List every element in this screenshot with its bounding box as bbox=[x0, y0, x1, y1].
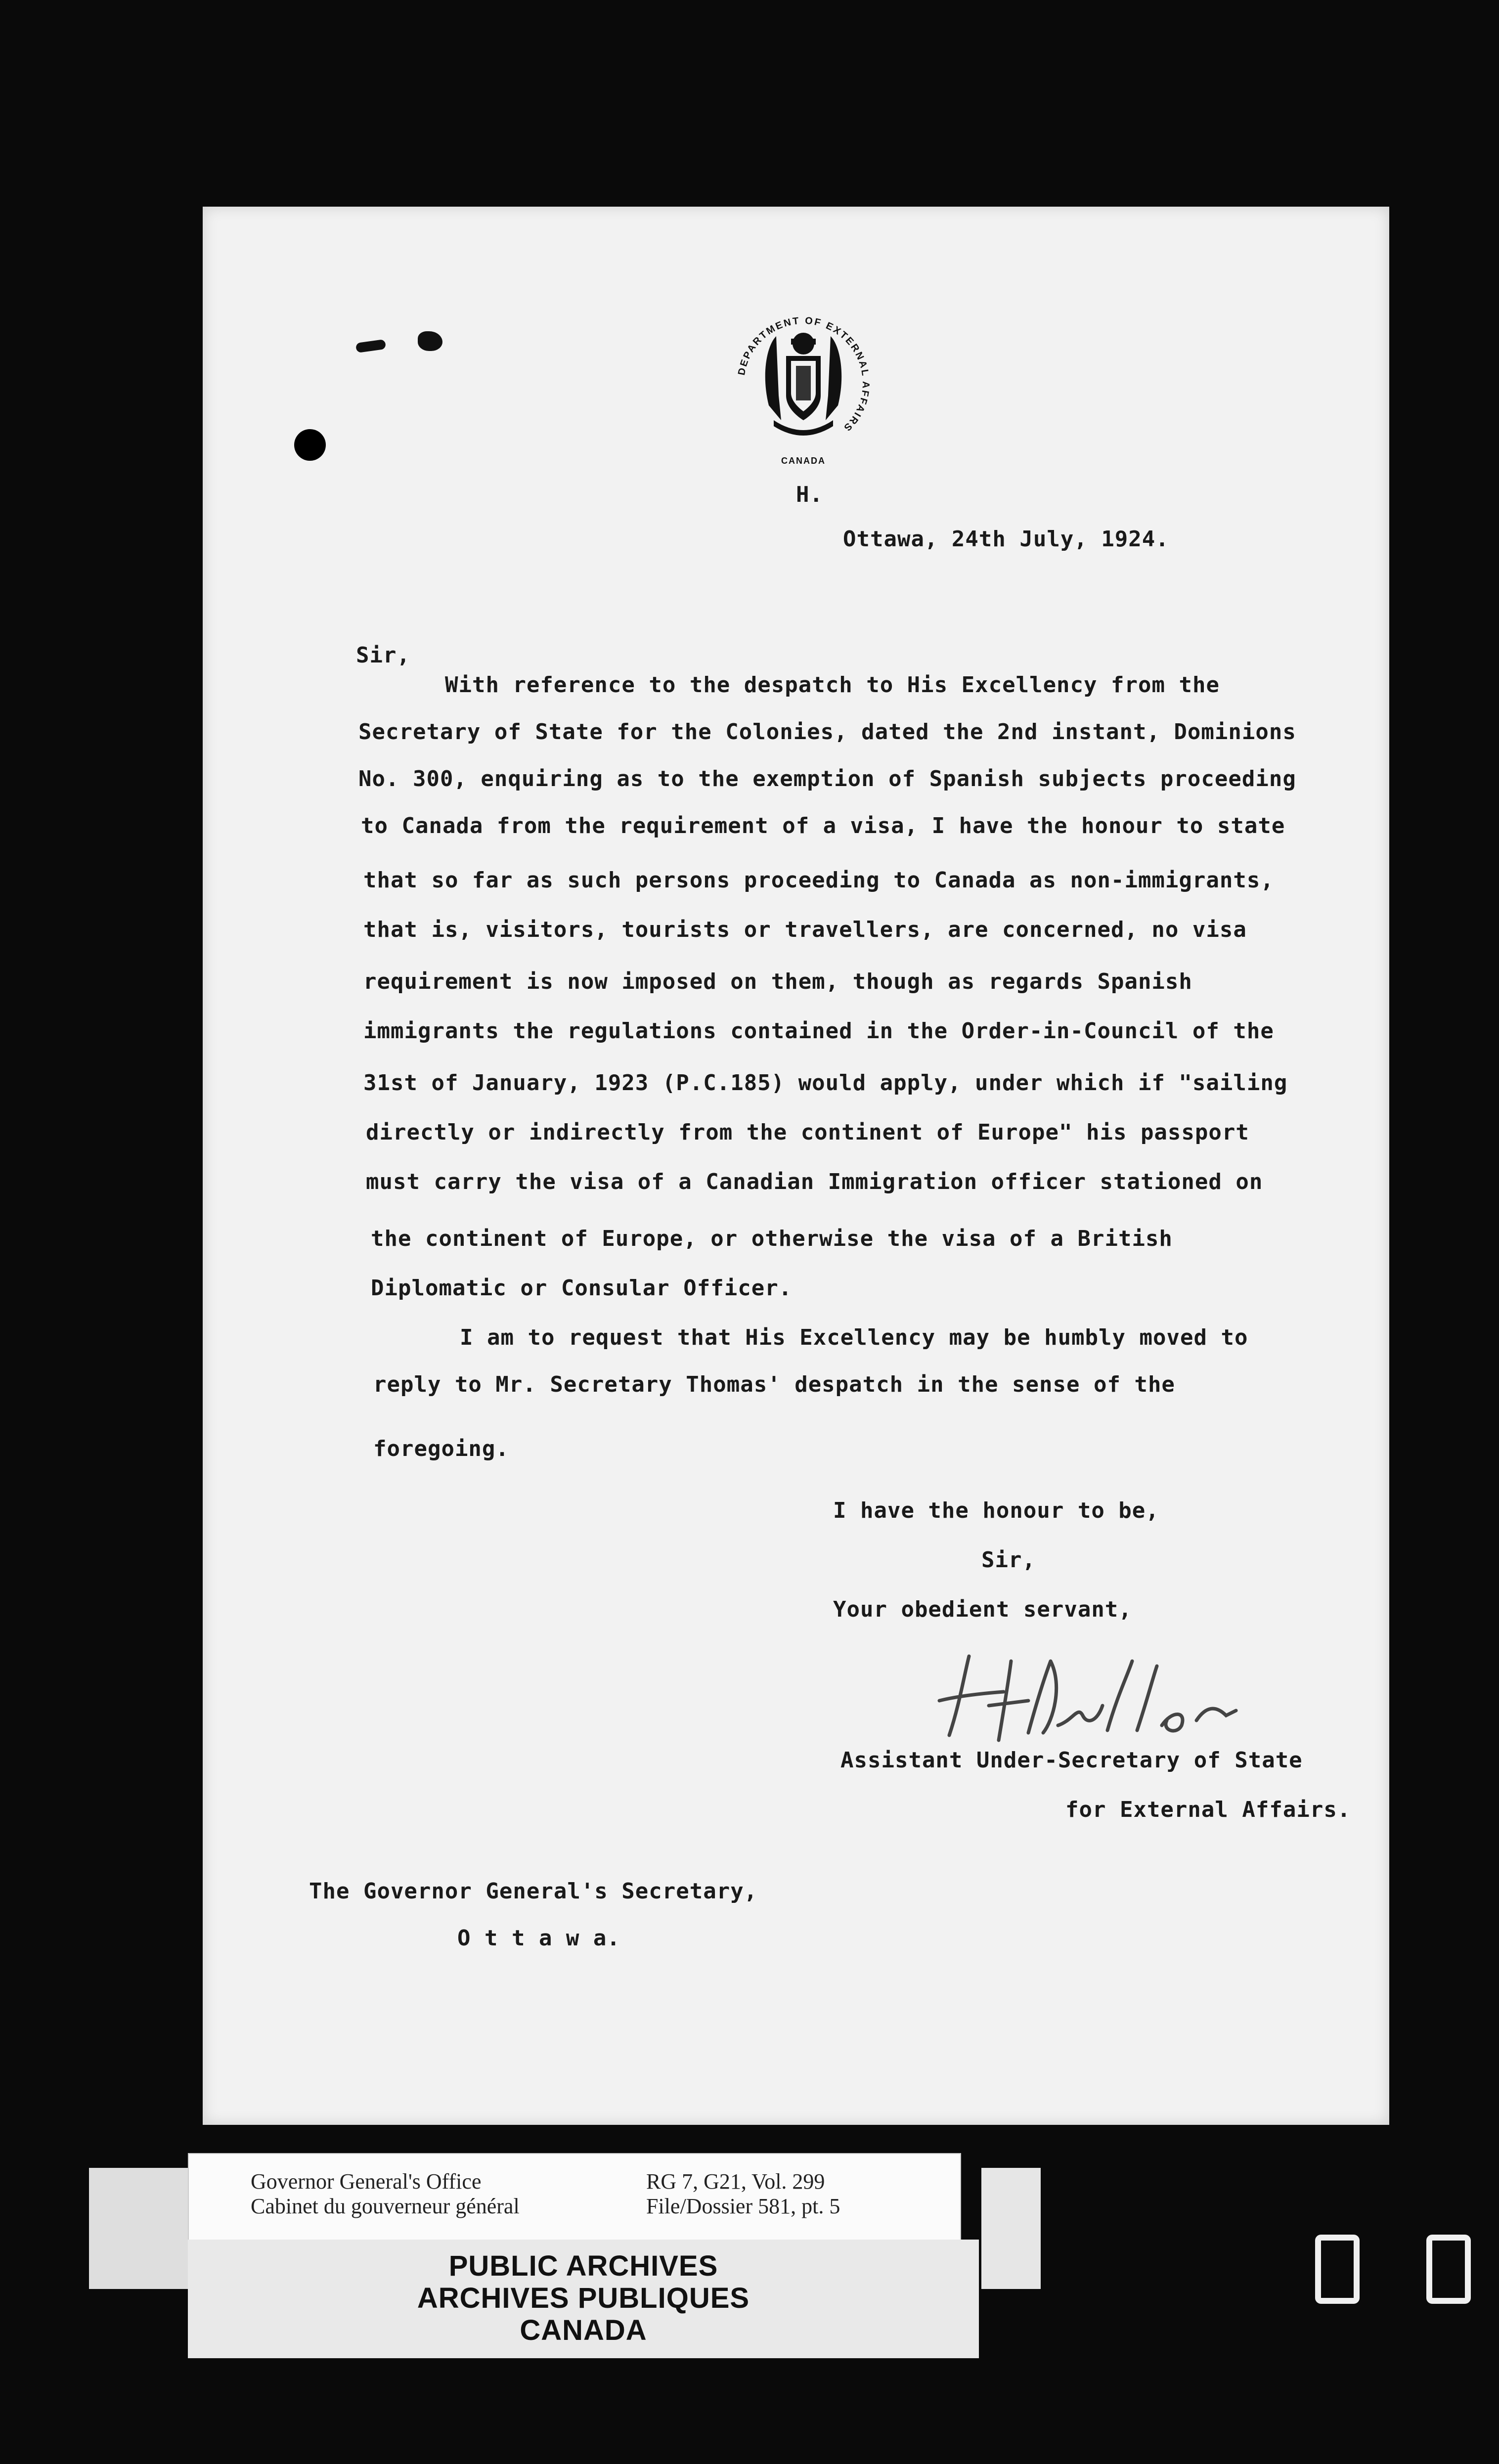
office-fr: Cabinet du gouverneur général bbox=[251, 2194, 520, 2218]
frame-marker bbox=[1426, 2235, 1471, 2304]
body-line: No. 300, enquiring as to the exemption of Spanish subjects proceeding bbox=[358, 766, 1296, 792]
body-line: reply to Mr. Secretary Thomas' despatch in the sense of the bbox=[373, 1372, 1175, 1397]
crest-ring-text: DEPARTMENT OF EXTERNAL AFFAIRS bbox=[736, 315, 872, 434]
archive-reference-label bbox=[188, 2153, 961, 2249]
signature-icon bbox=[929, 1646, 1325, 1750]
body-line: foregoing. bbox=[373, 1436, 509, 1461]
body-line: that is, visitors, tourists or travellers, are concerned, no visa bbox=[363, 917, 1247, 942]
body-line: directly or indirectly from the continent of Europe" his passport bbox=[366, 1120, 1249, 1145]
body-line: immigrants the regulations contained in the Order-in-Council of the bbox=[363, 1018, 1274, 1044]
body-line: requirement is now imposed on them, though as regards Spanish bbox=[363, 969, 1192, 994]
ink-smudge bbox=[418, 331, 442, 351]
label-backing bbox=[981, 2168, 1041, 2289]
coat-of-arms bbox=[765, 333, 841, 436]
archives-stamp bbox=[188, 2240, 979, 2358]
date-line: Ottawa, 24th July, 1924. bbox=[843, 527, 1169, 552]
signer-title: Assistant Under-Secretary of State bbox=[840, 1748, 1303, 1773]
salutation: Sir, bbox=[356, 643, 410, 668]
punch-hole bbox=[294, 429, 326, 461]
stamp-line-1: PUBLIC ARCHIVES bbox=[448, 2250, 718, 2282]
addressee-city: O t t a w a. bbox=[457, 1926, 620, 1951]
closing-line: I have the honour to be, bbox=[833, 1498, 1159, 1523]
body-line: Secretary of State for the Colonies, dated the 2nd instant, Dominions bbox=[358, 719, 1296, 745]
body-line: the continent of Europe, or otherwise the visa of a British bbox=[371, 1226, 1173, 1251]
addressee: The Governor General's Secretary, bbox=[309, 1879, 758, 1904]
reference-1: RG 7, G21, Vol. 299 bbox=[646, 2169, 825, 2194]
body-line: 31st of January, 1923 (P.C.185) would apply, under which if "sailing bbox=[363, 1070, 1288, 1096]
closing-line: Your obedient servant, bbox=[833, 1597, 1132, 1622]
label-backing bbox=[89, 2168, 188, 2289]
body-line: that so far as such persons proceeding to Canada as non-immigrants, bbox=[363, 868, 1274, 893]
body-line: must carry the visa of a Canadian Immigration officer stationed on bbox=[366, 1169, 1263, 1194]
reference-2: File/Dossier 581, pt. 5 bbox=[646, 2194, 840, 2218]
stamp-line-2: ARCHIVES PUBLIQUES bbox=[417, 2282, 750, 2314]
department-code: H. bbox=[796, 482, 823, 507]
signer-title: for External Affairs. bbox=[1065, 1797, 1351, 1822]
body-line: I am to request that His Excellency may be humbly moved to bbox=[460, 1325, 1248, 1350]
office-en: Governor General's Office bbox=[251, 2169, 482, 2194]
body-line: to Canada from the requirement of a visa, I have the honour to state bbox=[361, 813, 1285, 838]
body-line: With reference to the despatch to His Excellency from the bbox=[445, 672, 1220, 698]
stamp-line-3: CANADA bbox=[520, 2314, 647, 2346]
handwritten-signature bbox=[929, 1646, 1325, 1750]
body-line: Diplomatic or Consular Officer. bbox=[371, 1276, 793, 1301]
department-crest bbox=[722, 297, 885, 480]
crest-bottom-text: CANADA bbox=[781, 456, 826, 466]
crest-icon bbox=[722, 297, 885, 480]
frame-marker bbox=[1315, 2235, 1360, 2304]
closing-line: Sir, bbox=[981, 1547, 1036, 1573]
